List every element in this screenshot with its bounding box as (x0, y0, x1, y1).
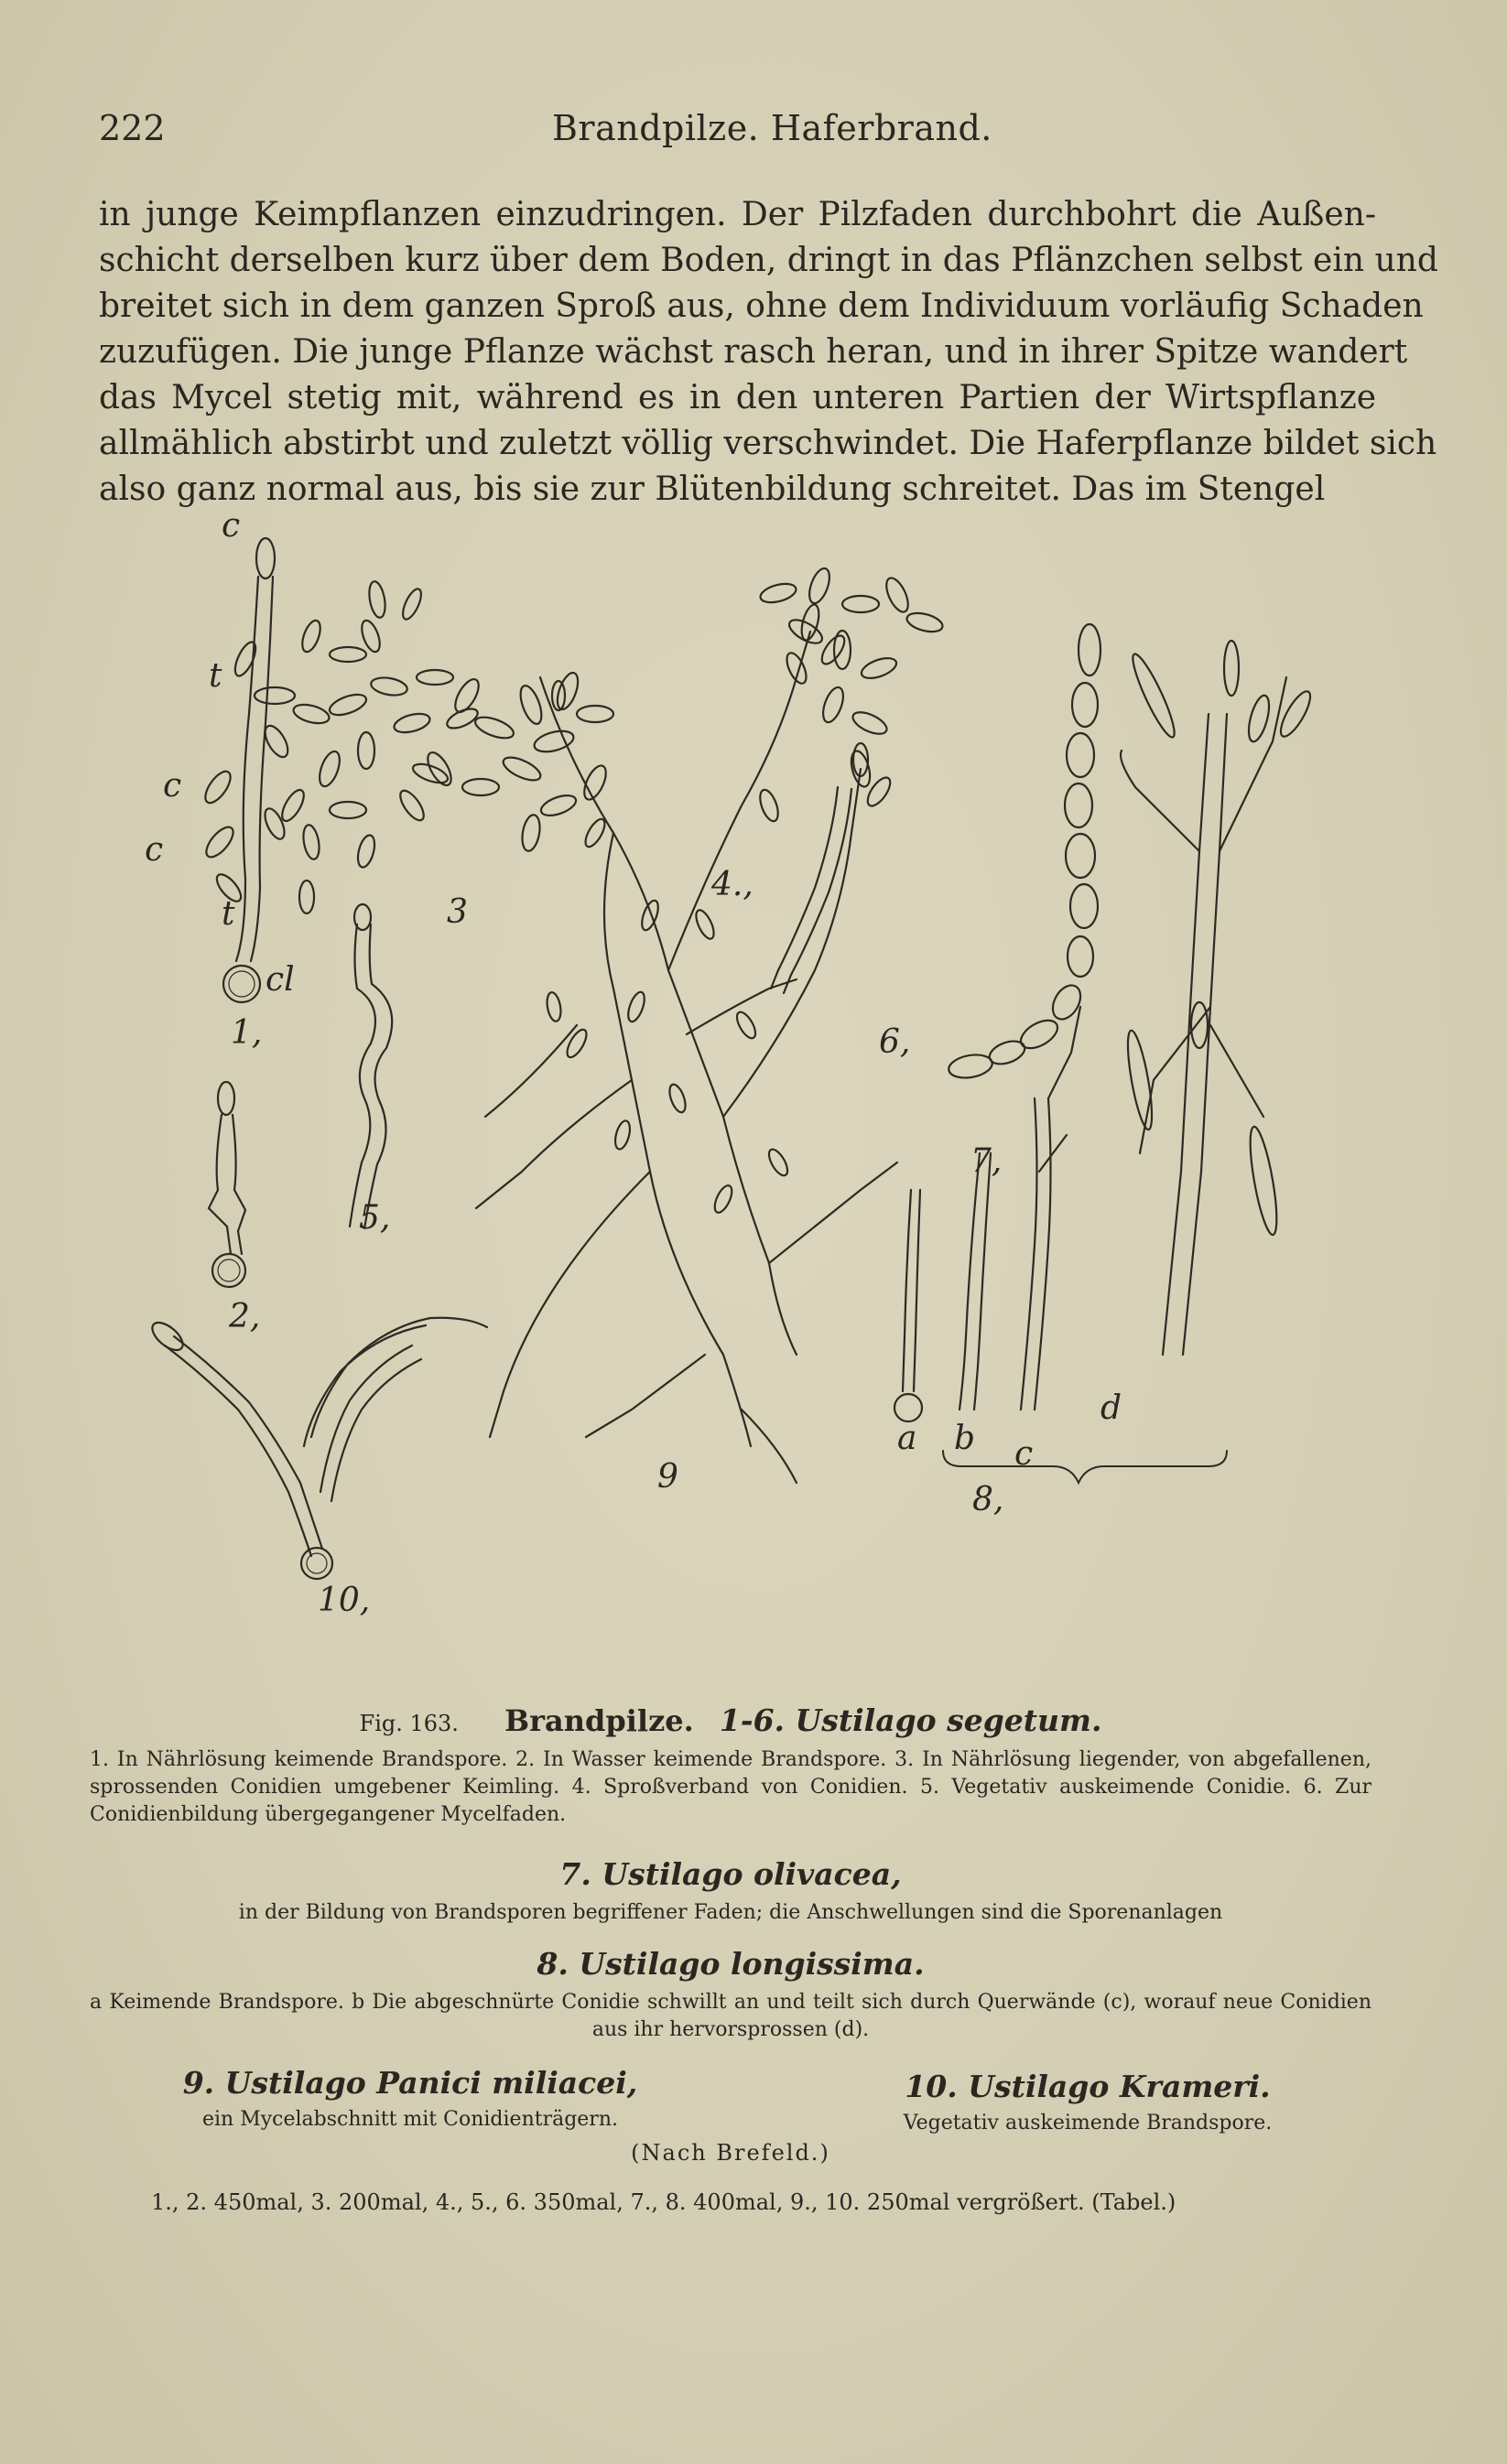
figure-number-4: 4., (711, 866, 754, 903)
species-name: 9. Ustilago Panici miliacei, (182, 2065, 638, 2101)
label-d: d (1100, 1389, 1122, 1427)
caption-9 (90, 2065, 731, 2134)
drawing-10-ustilago-krameri (147, 1317, 487, 1579)
drawing-6-conidia-mycel (758, 566, 944, 993)
body-line: allmählich abstirbt und zuletzt völlig verschwindet. Die Haferpflanze bildet sich (99, 425, 1437, 462)
figure-labels (145, 507, 1122, 1619)
figure-number-3: 3 (447, 893, 468, 931)
label-t-top: t (209, 657, 222, 695)
caption-1-6 (90, 1746, 1371, 1829)
body-line: in junge Keimpflanzen einzudringen. Der Pilzfaden durchbohrt die Außen- (99, 196, 1376, 233)
body-line: das Mycel stetig mit, während es in den unteren Partien der Wirtspflanze (99, 379, 1376, 416)
species-name: 8. Ustilago longissima. (537, 1946, 925, 1982)
caption-10 (813, 2069, 1362, 2137)
species-name: 7. Ustilago olivacea, (559, 1856, 902, 1892)
figure-caption-title (90, 1702, 1371, 1738)
fungus-drawing (137, 507, 1382, 1675)
figure-label: Fig. 163. (359, 1711, 459, 1736)
drawing-9-ustilago-panici (476, 603, 897, 1483)
page-header (99, 108, 1376, 154)
figure-number-7: 7, (970, 1142, 1003, 1180)
label-b: b (954, 1420, 976, 1457)
source-credit: (Nach Brefeld.) (631, 2140, 830, 2166)
caption-8 (90, 1946, 1371, 2044)
figure-number-2: 2, (229, 1298, 261, 1335)
body-paragraph (99, 192, 1438, 513)
running-head: Brandpilze. Haferbrand. (552, 108, 992, 148)
caption-text: 1. In Nährlösung keimende Brandspore. 2. In Wasser keimende Brandspore. 3. In Nährlösung liegender, von abgefallenen, sprossenden Conidien umgebener Keimling. 4. Sproßverband von Conidien. 5. Vegetativ auskeimende Conidie. 6. Zur Conidienbildung übergegangener Mycelfaden. (90, 1748, 1371, 1826)
drawing-1-germinating-spore (201, 538, 292, 1002)
label-cl: cl (266, 961, 295, 999)
label-a: a (897, 1420, 917, 1457)
ustilago-illustration (137, 507, 1382, 1675)
magnification-note: 1., 2. 450mal, 3. 200mal, 4., 5., 6. 350mal, 7., 8. 400mal, 9., 10. 250mal vergrößert. (Tabel.) (151, 2189, 1176, 2215)
figure-name: Brandpilze. (504, 1703, 694, 1738)
caption-text: ein Mycelabschnitt mit Conidienträgern. (202, 2108, 618, 2131)
page-number: 222 (99, 108, 166, 148)
label-c-8: c (1014, 1435, 1034, 1473)
figure-number-10: 10, (318, 1582, 371, 1619)
figure-number-8: 8, (972, 1481, 1004, 1518)
figure-number-6: 6, (879, 1023, 911, 1061)
drawing-4-conidia-network (423, 670, 613, 852)
body-line: breitet sich in dem ganzen Sproß aus, ohne dem Individuum vorläufig Schaden (99, 287, 1424, 325)
drawing-7-spore-chain (947, 624, 1100, 1081)
label-c-top: c (222, 507, 241, 545)
figure-number-5: 5, (359, 1199, 391, 1237)
label-c-mid: c (163, 767, 182, 805)
drawing-2-spore-in-water (209, 1082, 245, 1287)
caption-7 (90, 1856, 1371, 1927)
label-t-low: t (222, 895, 235, 933)
drawing-5-vegetative-conidium (350, 904, 392, 1228)
caption-text: Vegetativ auskeimende Brandspore. (903, 2112, 1273, 2134)
body-line: also ganz normal aus, bis sie zur Blütenbildung schreitet. Das im Stengel (99, 470, 1326, 508)
label-c-low: c (145, 831, 164, 869)
figure-number-9: 9 (657, 1458, 678, 1496)
species-name: 1-6. Ustilago segetum. (719, 1702, 1102, 1738)
figure-number-1: 1, (231, 1014, 263, 1052)
drawing-8-ustilago-longissima (894, 641, 1316, 1483)
body-line: zuzufügen. Die junge Pflanze wächst rasch heran, und in ihrer Spitze wandert (99, 333, 1408, 371)
species-name: 10. Ustilago Krameri. (905, 2069, 1271, 2104)
caption-text: a Keimende Brandspore. b Die abgeschnürte Conidie schwillt an und teilt sich durch Querwände (c), worauf neue Conidien aus ihr hervorsprossen (d). (90, 1991, 1371, 2041)
caption-text: in der Bildung von Brandsporen begriffener Faden; die Anschwellungen sind die Sporenanlagen (238, 1901, 1223, 1924)
body-line: schicht derselben kurz über dem Boden, dringt in das Pflänzchen selbst ein und (99, 242, 1438, 279)
